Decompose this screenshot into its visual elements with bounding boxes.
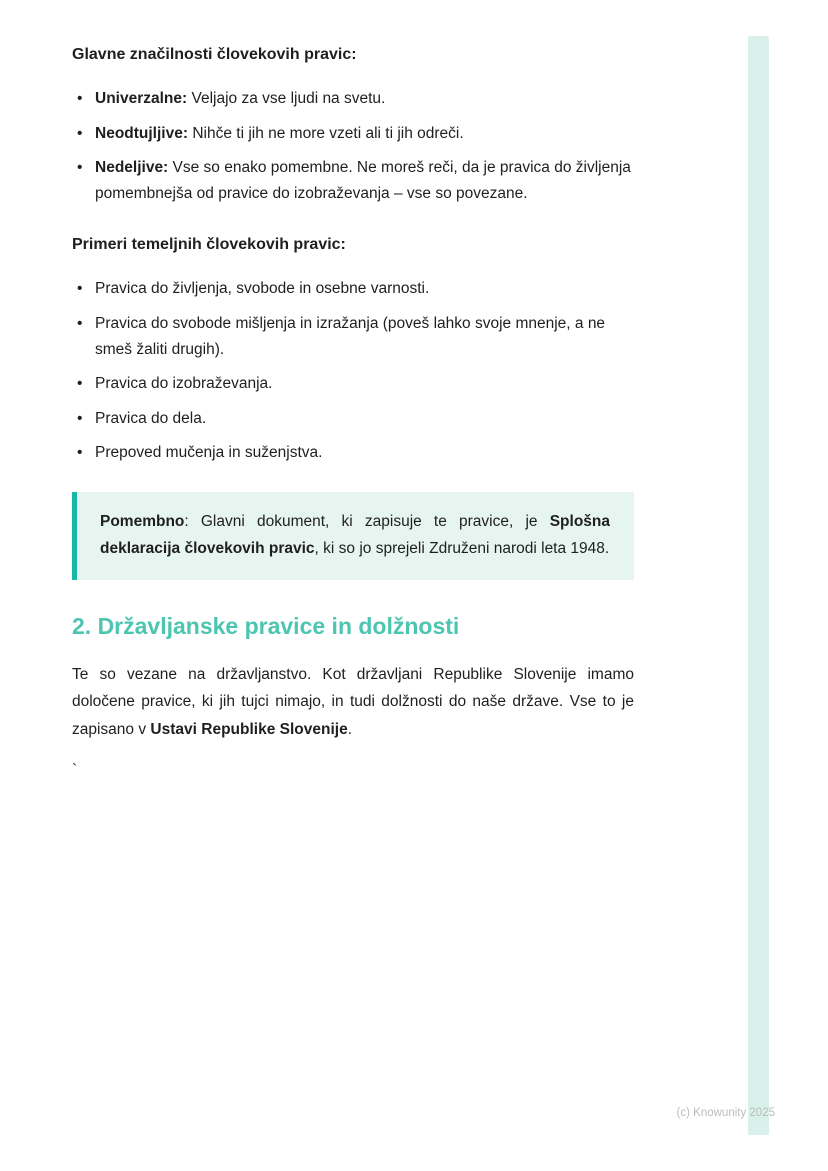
section-heading-characteristics: Glavne značilnosti človekovih pravic: [72, 46, 357, 63]
list-item-text: Veljajo za vse ljudi na svetu. [187, 90, 386, 108]
list-item: • Pravica do dela. [72, 406, 634, 432]
paragraph-text: Te so vezane na državljanstvo. Kot državljani Republike Slovenije imamo določene pravice, ki jih tujci nimajo, in tudi dolžnosti do naše države. Vse to je zapisano v [72, 666, 634, 738]
list-item-text: Nihče ti jih ne more vzeti ali ti jih odreči. [188, 124, 464, 142]
list-item: • Prepoved mučenja in suženjstva. [72, 440, 634, 466]
section-heading-civil-rights: 2. Državljanske pravice in dolžnosti [72, 613, 460, 640]
list-item: • Pravica do svobode mišljenja in izražanja (poveš lahko svoje mnenje, a ne smeš žaliti drugih). [72, 311, 634, 364]
callout-lead-bold: Pomembno [100, 513, 185, 531]
characteristics-list [72, 86, 634, 207]
civil-rights-paragraph [72, 661, 634, 742]
examples-list [72, 276, 634, 466]
list-item [72, 121, 634, 147]
list-item: • Pravica do življenja, svobode in osebne varnosti. [72, 276, 634, 302]
list-item-term: Univerzalne: [95, 90, 188, 108]
list-item [72, 155, 634, 208]
callout-text: , ki so jo sprejeli Združeni narodi leta 1948. [314, 540, 610, 558]
list-item-term: Nedeljive: [95, 159, 169, 177]
list-item: • Pravica do izobraževanja. [72, 371, 634, 397]
list-item-term: Neodtujljive: [95, 124, 189, 142]
section-heading-examples: Primeri temeljnih človekovih pravic: [72, 235, 346, 253]
list-item [72, 86, 634, 112]
copyright-footer: (c) Knowunity 2025 [676, 1107, 775, 1119]
stray-character: ` [72, 761, 78, 779]
paragraph-text: . [347, 720, 352, 738]
callout-text: : Glavni dokument, ki zapisuje te pravice, je [184, 513, 550, 531]
callout-document-title-bold: Splošna deklaracija človekovih pravic [100, 513, 610, 558]
constitution-bold: Ustavi Republike Slovenije [150, 720, 348, 738]
important-callout [72, 492, 634, 580]
list-item-text: Vse so enako pomembne. Ne moreš reči, da je pravica do življenja pomembnejša od pravice do izobraževanja – vse so povezane. [95, 159, 631, 203]
